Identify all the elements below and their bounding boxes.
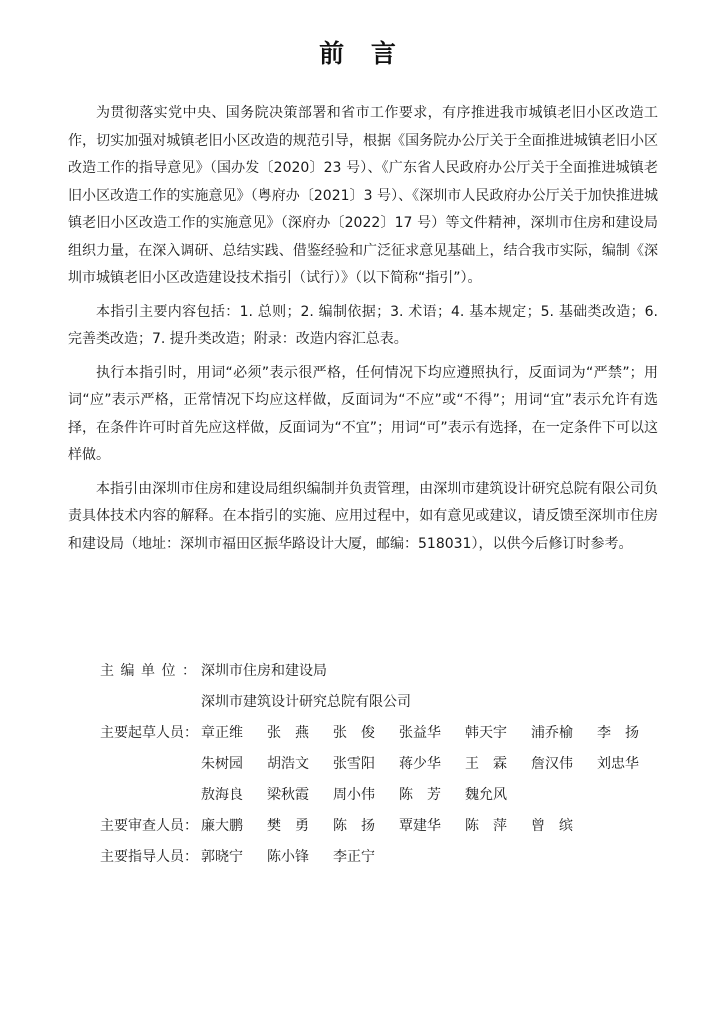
drafter-name: 周小伟 [333,786,375,803]
advisor-name: 陈小锋 [267,848,309,865]
paragraph-background: 为贯彻落实党中央、国务院决策部署和省市工作要求，有序推进我市城镇老旧小区改造工作，切实加强对城镇老旧小区改造的规范引导，根据《国务院办公厅关于全面推进城镇老旧小区改造工作的指导意见》（国办发〔2020〕23 号）、《广东省人民政府办公厅关于全面推进城镇老旧小区改造工作的实施意见》（粤府办〔2021〕3 号）、《深圳市人民政府办公厅关于加快推进城镇老旧小区改造工作的实施意见》（深府办〔2022〕17 号）等文件精神，深圳市住房和建设局组织力量，在深入调研、总结实践、借鉴经验和广泛征求意见基础上，结合我市实际，编制《深圳市城镇老旧小区改造建设技术指引（试行）》（以下简称“指引”）。 [68,105,658,286]
editor-label: 主编单位： [100,662,203,679]
preface-body [68,100,658,564]
reviewer-name: 覃建华 [399,817,441,834]
reviewers-row [100,809,663,840]
editor-org: 深圳市住房和建设局 [201,662,327,679]
drafter-name: 章正维 [201,724,243,741]
reviewer-name: 廉大鹏 [201,817,243,834]
drafter-name: 王 霖 [465,755,507,772]
drafters-label: 主要起草人员： [100,724,198,741]
drafter-name: 张益华 [399,724,441,741]
paragraph-contents: 本指引主要内容包括：1. 总则；2. 编制依据；3. 术语；4. 基本规定；5. 基础类改造；6. 完善类改造；7. 提升类改造；附录：改造内容汇总表。 [68,303,658,347]
advisor-name: 郭晓宁 [201,848,243,865]
drafter-name: 浦乔榆 [531,724,573,741]
page-title: 前 言 [319,39,405,68]
drafter-name: 韩天宇 [465,724,507,741]
editor-row [100,654,663,685]
drafter-name: 梁秋霞 [267,786,309,803]
reviewer-name: 陈 萍 [465,817,507,834]
advisors-label: 主要指导人员： [100,848,198,865]
reviewer-name: 曾 缤 [531,817,573,834]
drafter-name: 陈 芳 [399,786,441,803]
drafters-row [100,747,663,778]
credits-block [100,654,663,871]
reviewer-name: 陈 扬 [333,817,375,834]
drafter-name: 魏允风 [465,786,507,803]
drafter-name: 蒋少华 [399,755,441,772]
drafter-name: 张 俊 [333,724,375,741]
reviewer-name: 樊 勇 [267,817,309,834]
drafters-row [100,778,663,809]
paragraph-management: 本指引由深圳市住房和建设局组织编制并负责管理，由深圳市建筑设计研究总院有限公司负责具体技术内容的解释。在本指引的实施、应用过程中，如有意见或建议，请反馈至深圳市住房和建设局（地址：深圳市福田区振华路设计大厦，邮编：518031），以供今后修订时参考。 [68,480,658,552]
editor-row-2 [100,685,663,716]
drafters-row [100,716,663,747]
drafter-name: 詹汉伟 [531,755,573,772]
editor-org: 深圳市建筑设计研究总院有限公司 [201,693,411,710]
drafter-name: 李 扬 [597,724,639,741]
drafter-name: 敖海良 [201,786,243,803]
drafter-name: 朱树园 [201,755,243,772]
drafter-name: 张 燕 [267,724,309,741]
reviewers-label: 主要审查人员： [100,817,198,834]
paragraph-wording: 执行本指引时，用词“必须”表示很严格，任何情况下均应遵照执行，反面词为“严禁”；用词“应”表示严格，正常情况下均应这样做，反面词为“不应”或“不得”；用词“宜”表示允许有选择，在条件许可时首先应这样做，反面词为“不宜”；用词“可”表示有选择，在一定条件下可以这样做。 [68,364,658,463]
drafter-name: 刘忠华 [597,755,639,772]
advisors-row [100,840,663,871]
drafter-name: 张雪阳 [333,755,375,772]
drafter-name: 胡浩文 [267,755,309,772]
advisor-name: 李正宁 [333,848,375,865]
